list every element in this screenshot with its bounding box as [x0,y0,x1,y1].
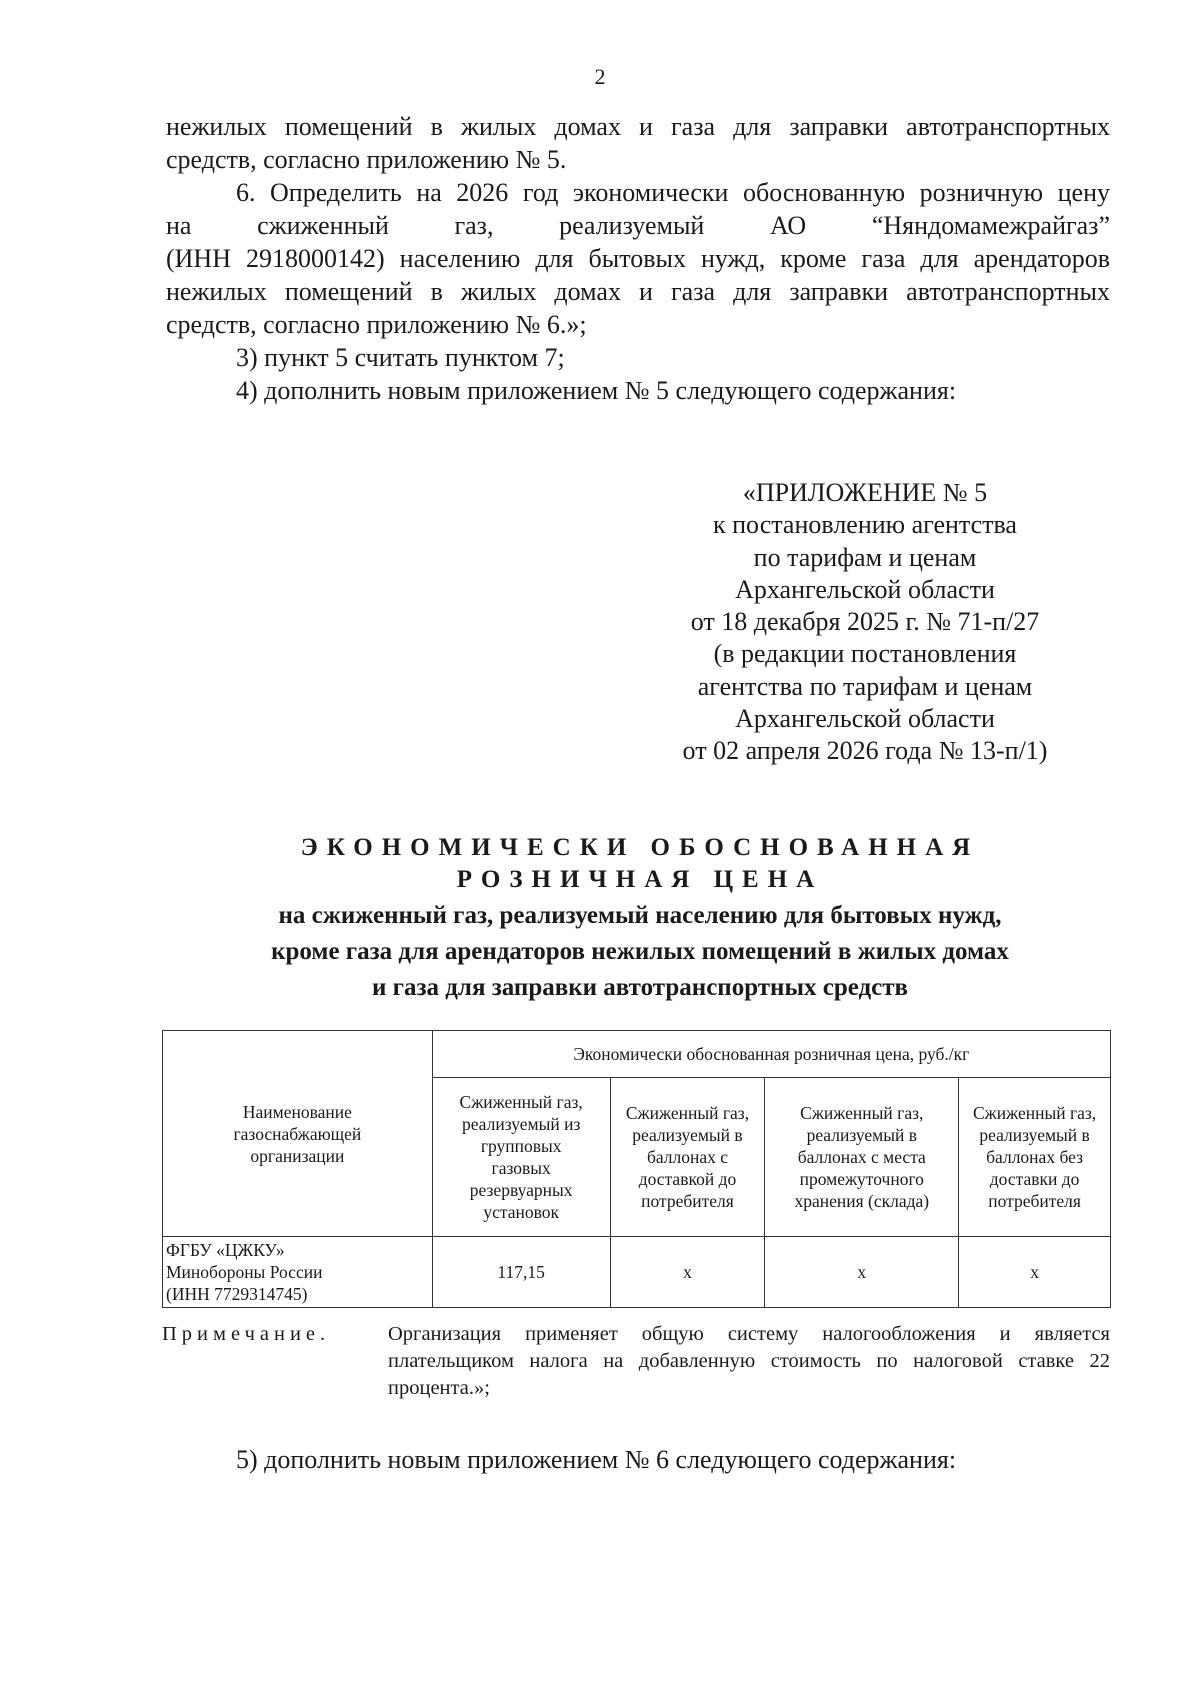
page-number: 2 [594,64,606,89]
column-header: Сжиженный газ, реализуемый в баллонах с места промежуточного хранения (склада) [765,1078,959,1237]
item-4-line: 4) дополнить новым приложением № 5 следующего содержания: [236,376,957,405]
title-line: ЭКОНОМИЧЕСКИ ОБОСНОВАННАЯ [300,834,980,861]
subtitle-line: кроме газа для арендаторов нежилых помещений в жилых домах [271,938,1009,965]
intro-line: средств, согласно приложению № 5. [166,145,567,174]
appendix-line: (в редакции постановления [713,639,1017,669]
appendix-header [640,477,1090,768]
price-cell: х [959,1237,1111,1308]
appendix-line: от 18 декабря 2025 г. № 71-п/27 [690,607,1040,637]
item-6-line: на сжиженный газ, реализуемый АО “Няндомамежрайгаз” [166,211,1110,240]
table-header-row [163,1031,1111,1078]
appendix-line: агентства по тарифам и ценам [697,671,1033,701]
appendix-line: Архангельской области [735,574,995,604]
appendix-line: «ПРИЛОЖЕНИЕ № 5 [742,478,988,507]
item-6-line: нежилых помещений в жилых домах и газа для заправки автотранспортных [166,277,1110,306]
price-cell: 117,15 [432,1237,610,1308]
item-5-paragraph: 5) дополнить новым приложением № 6 следующего содержания: [236,1445,957,1474]
header-price: Экономически обоснованная розничная цена, руб./кг [432,1031,1110,1078]
column-header: Сжиженный газ, реализуемый в баллонах без доставки до потребителя [959,1078,1111,1237]
intro-paragraph [166,110,1110,176]
intro-line: нежилых помещений в жилых домах и газа для заправки автотранспортных [166,112,1110,141]
appendix-line: по тарифам и ценам [753,542,977,572]
item-3-paragraph [166,341,1110,374]
price-table [162,1030,1111,1308]
item-6-paragraph [166,176,1110,341]
item-4-paragraph [166,374,1110,407]
note-label: Примечание. [162,1323,331,1345]
item-6-line: 6. Определить на 2026 год экономически обоснованную розничную цену [236,178,1110,207]
price-cell: х [610,1237,765,1308]
table-row [163,1237,1111,1308]
column-header: Сжиженный газ, реализуемый из групповых газовых резервуарных установок [432,1078,610,1237]
title-line: РОЗНИЧНАЯ ЦЕНА [456,866,824,893]
column-header: Сжиженный газ, реализуемый в баллонах с доставкой до потребителя [610,1078,765,1237]
item-6-line: средств, согласно приложению № 6.»; [166,310,587,339]
subtitle-line: на сжиженный газ, реализуемый населению для бытовых нужд, [278,902,1002,929]
price-cell: х [765,1237,959,1308]
document-title [160,832,1120,1004]
appendix-line: к постановлению агентства [713,510,1017,540]
item-3-line: 3) пункт 5 считать пунктом 7; [236,343,565,372]
organization-cell: ФГБУ «ЦЖКУ» Минобороны России (ИНН 7729314745) [163,1237,433,1308]
appendix-line: от 02 апреля 2026 года № 13-п/1) [682,736,1048,766]
item-6-line: (ИНН 2918000142) населению для бытовых нужд, кроме газа для арендаторов [166,244,1110,273]
subtitle-line: и газа для заправки автотранспортных средств [371,974,909,1001]
header-organization: Наименование газоснабжающей организации [163,1031,433,1237]
note-text: Организация применяет общую систему налогообложения и является плательщиком налога на добавленную стоимость по налоговой ставке 22 процента.»; [388,1323,1110,1399]
appendix-line: Архангельской области [735,704,995,734]
